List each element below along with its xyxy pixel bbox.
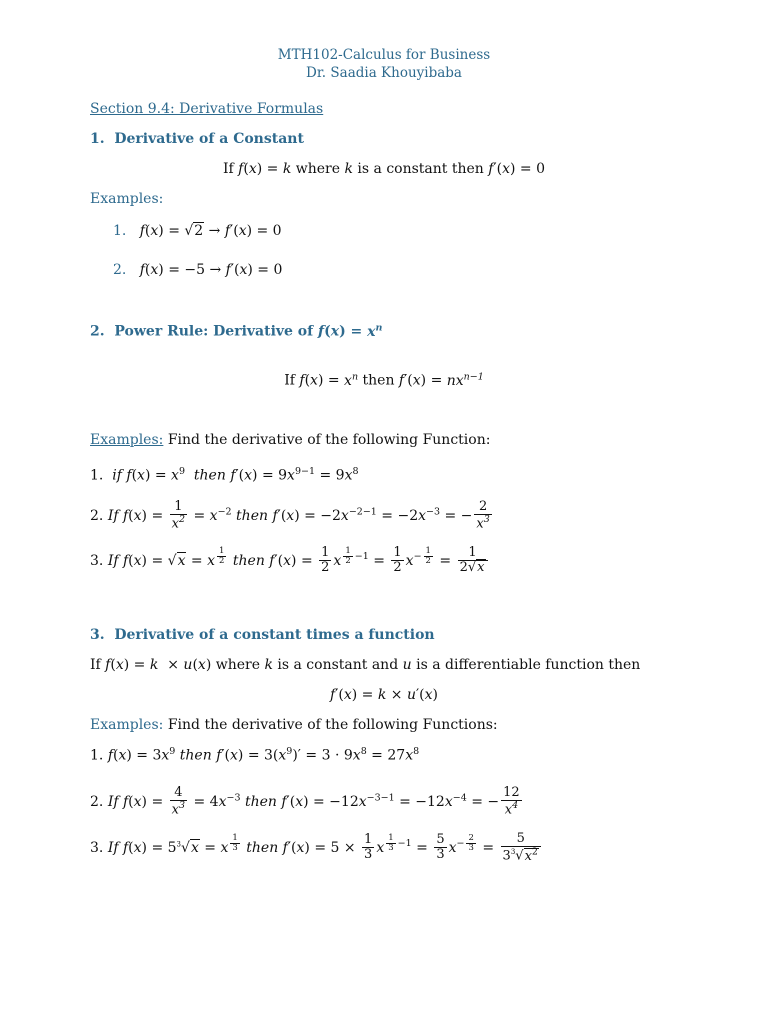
example-number: 3. <box>90 839 104 856</box>
power-example-2: 2. If f(x) = $\frac{1}{x^2}$ = $x^{-2}$ then $f'(x) = -2x^{-2-1} = -2x^{-3}$ = − $\frac{2}{x^3}$ <box>90 499 490 532</box>
word-then: then <box>246 839 279 856</box>
section-title: Section 9.4: Derivative Formulas <box>90 101 324 117</box>
examples-label-1: Examples: <box>90 191 164 207</box>
instructor-name: Dr. Saadia Khouyibaba <box>306 65 462 81</box>
constant-rule: If f(x) = k where k is a constant then f′(x) = 0 <box>223 161 545 177</box>
constant-example-1: 1. f(x) = √2 → f′(x) = 0 <box>113 223 282 239</box>
example-number: 2. <box>90 793 104 810</box>
rule-where: where <box>215 657 260 673</box>
example-number: 1. <box>90 747 104 764</box>
examples-label-3: Examples: <box>90 717 164 733</box>
example-number: 1. <box>90 467 104 484</box>
word-if: if <box>112 467 122 484</box>
example-number: 2. <box>90 507 104 524</box>
section-3-heading <box>90 627 435 643</box>
word-then: then <box>193 467 226 484</box>
section-2-heading-text: Power Rule: Derivative of <box>114 323 314 340</box>
section-1-heading-text: Derivative of a Constant <box>114 131 304 147</box>
example-number: 1. <box>113 223 127 239</box>
multiple-example-3: 3. If $f(x) = 5^3√x = x$ $^{\frac{1}{3}}$ then f′(x) = 5 × $\frac{1}{3}$ x $^{\frac{1}{3} -1}$ = $\frac{5}{3}$ $x^{- \frac{2}{3}}$ = $\frac{5}{3^3√x^2}$ <box>90 832 543 864</box>
example-number: 3. <box>90 552 104 569</box>
rule-if: If <box>223 161 234 177</box>
example-number: 2. <box>113 262 127 278</box>
course-title: MTH102-Calculus for Business <box>277 47 491 63</box>
power-example-1: 1. if $f(x) = x^9$ then $f'(x) = 9x^{9-1} = 9x^8$ <box>90 466 359 484</box>
power-rule: If $f(x) = x^n$ then $f'(x) = nx^{n-1}$ <box>284 371 484 389</box>
word-if: If <box>107 793 119 810</box>
rule-then: then <box>362 372 395 389</box>
section-1-heading <box>90 131 304 147</box>
rule-if: If <box>90 657 101 673</box>
section-3-heading-text: Derivative of a constant times a function <box>114 627 435 643</box>
word-if: If <box>107 507 119 524</box>
examples-line-3 <box>90 717 498 733</box>
rule-tail-2: is a differentiable function then <box>416 657 641 673</box>
constant-example-2: 2. f(x) = −5 → f′(x) = 0 <box>113 262 283 278</box>
section-3-number: 3. <box>90 627 105 643</box>
examples-text-3: Find the derivative of the following Functions: <box>167 717 498 733</box>
section-2-heading: 2. Power Rule: Derivative of $f(x) = x^n$ <box>90 322 383 340</box>
section-1-number: 1. <box>90 131 105 147</box>
rule-if: If <box>284 372 295 389</box>
examples-text-2: Find the derivative of the following Function: <box>167 432 491 448</box>
word-then: then <box>179 747 212 764</box>
constant-multiple-rule: If f(x) = k × u(x) where k is a constant and u is a differentiable function then <box>90 657 641 673</box>
section-2-number: 2. <box>90 323 105 340</box>
word-then: then <box>244 793 277 810</box>
word-if: If <box>107 839 119 856</box>
multiple-example-2: 2. If f(x) = $\frac{4}{x^3}$ = $4x^{-3}$ then $f'(x) = -12x^{-3-1} = -12x^{-4}$ = − $\frac{12}{x^4}$ <box>90 785 520 818</box>
power-example-3: 3. If f(x) = √x = x $^{\frac{1}{2}}$ then f′(x) = $\frac{1}{2}$ x $^{\frac{1}{2} -1}$ = $\frac{1}{2}$ $x^{- \frac{1}{2}}$ = $\frac{1}{2√x}$ <box>90 546 490 576</box>
rule-tail: is a constant then <box>357 161 484 177</box>
word-then: then <box>236 507 268 524</box>
constant-multiple-formula: f′(x) = k × u′(x) <box>330 687 438 703</box>
examples-label-2: Examples: <box>90 432 164 448</box>
multiple-example-1: 1. $f(x) = 3x^9$ then $f'(x) = 3(x^9)' = 3 \cdot 9x^8 = 27x^8$ <box>90 746 420 764</box>
rule-tail-1: is a constant and <box>277 657 399 673</box>
rule-where: where <box>295 161 341 177</box>
examples-line-2 <box>90 432 490 448</box>
word-if: If <box>107 552 119 569</box>
word-then: then <box>232 552 265 569</box>
